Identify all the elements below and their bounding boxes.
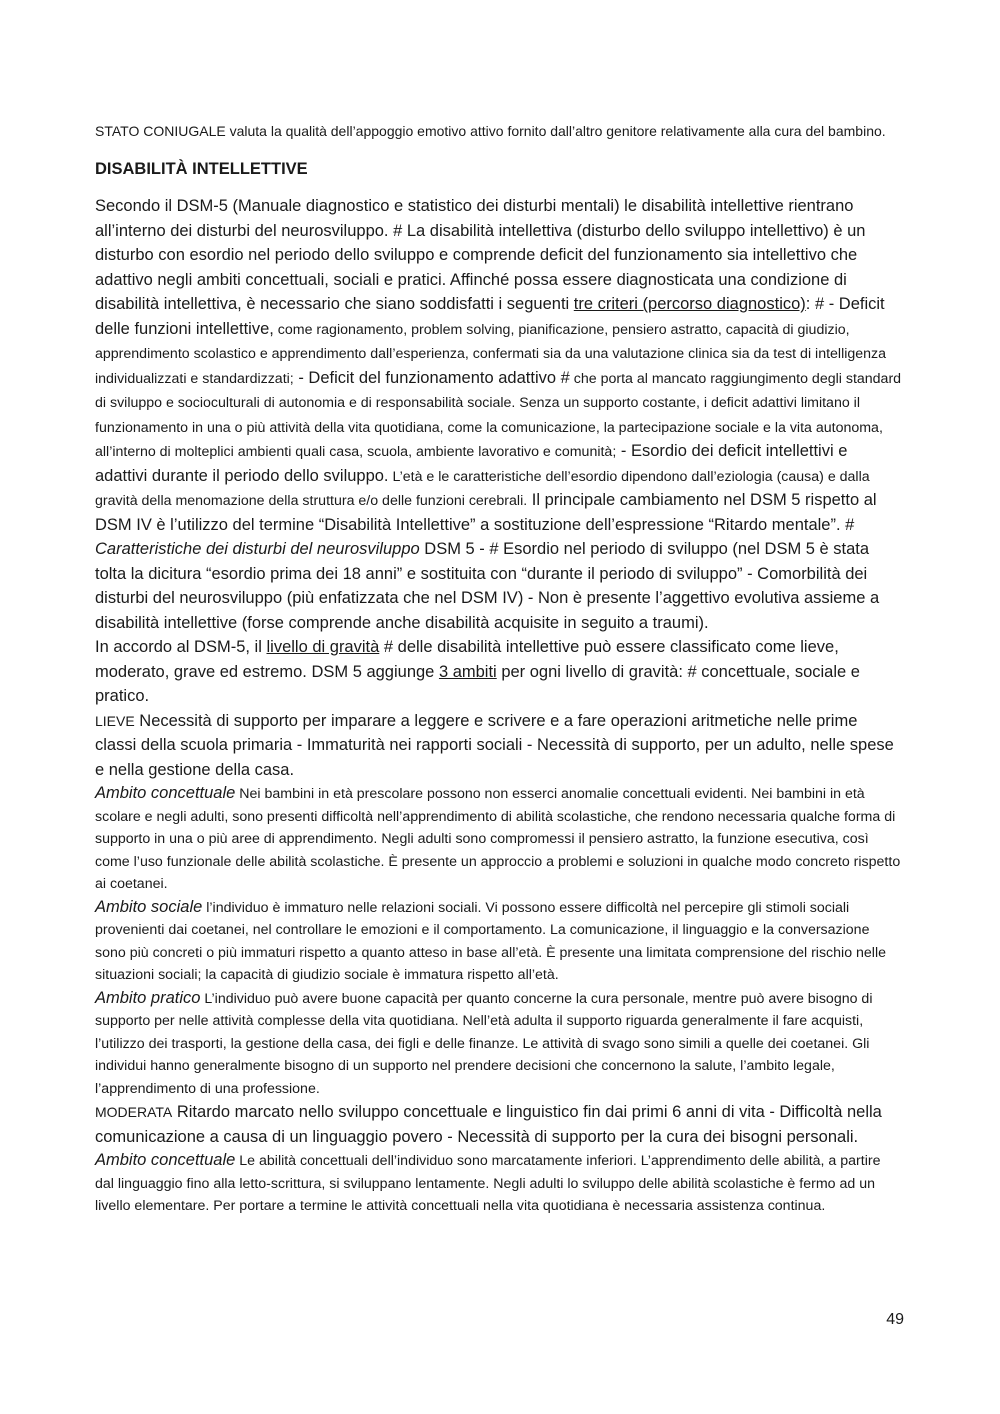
main-s10: DSM 5 - # Esordio nel periodo di sviluppo (nel DSM 5 è stata tolta la dicitura “esordio prima dei 18 anni” e sostituita con “durante il periodo di sviluppo” - Comorbilità dei disturbi del neurosviluppo (più enfatizzata che nel DSM IV) - Non è presente l’aggettivo evolutiva assieme a disabilità intellettive (forse comprende anche disabilità acquisite in seguito a traumi). [95,540,880,632]
main-s11: In accordo al DSM-5, il [95,638,267,656]
moderata-concettuale [95,1149,903,1218]
lieve-concettuale-text: Nei bambini in età prescolare possono non esserci anomalie concettuali evidenti. Nei bambini in età scolare e negli adulti, sono presenti difficoltà nell’apprendimento di abilità scolastiche, che rendono necessaria qualche forma di supporto in una o più aree di apprendimento. Negli adulti sono compromessi il pensiero astratto, la funzione esecutiva, così come l’uso funzionale delle abilità scolastiche. È presente un approccio a problemi e soluzioni in qualche modo concreto rispetto ai coetanei. [95,786,901,892]
moderata-paragraph [95,1100,903,1149]
main-s4: - Deficit del funzionamento adattivo # [293,368,570,387]
main-s1: Secondo il DSM-5 (Manuale diagnostico e statistico dei disturbi mentali) le disabilità intellettive rientrano all’interno dei disturbi del neurosviluppo. # La disabilità intellettiva (disturbo dello sviluppo intellettivo) è un disturbo con esordio nel periodo dello sviluppo e comprende deficit del funzionamento sia intellettivo che adattivo negli ambiti concettuali, sociali e pratici. Affinché possa essere diagnosticata una condizione di disabilità intellettiva, è necessario che siano soddisfatti i seguenti [95,197,866,313]
page-number: 49 [886,1311,904,1328]
lieve-sociale [95,896,903,987]
moderata-label: MODERATA [95,1104,173,1120]
main-s2: : # - Deficit delle funzioni intellettive, [95,295,885,338]
severity-link[interactable]: livello di gravità [266,638,380,656]
lieve-concettuale [95,782,903,896]
lieve-paragraph [95,709,903,783]
lieve-pratico-text: L’individuo può avere buone capacità per quanto concerne la cura personale, mentre può avere bisogno di supporto per nelle attività complesse della vita quotidiana. Nell’età adulta il supporto riguarda generalmente il fare acquisti, l’utilizzo dei trasporti, la gestione della casa, dei figli e delle finanze. Le attività di svago sono simili a quelle dei coetanei. Gli individui hanno generalmente bisogno di un supporto nel prendere decisioni che concernono la salute, l’ambito legale, l’apprendimento di una professione. [95,990,873,1097]
ambits-link[interactable]: 3 ambiti [438,662,497,681]
lieve-sociale-label: Ambito sociale [95,897,203,916]
criteria-link[interactable]: tre criteri (percorso diagnostico) [573,295,806,313]
intro-lead: STATO CONIUGALE [95,123,226,139]
main-s12: # delle disabilità intellettive può essere classificato come lieve, moderato, grave ed estremo. DSM 5 aggiunge [95,638,839,681]
intro-text: valuta la qualità dell’appoggio emotivo attivo fornito dall’altro genitore relativamente alla cura del bambino. [225,123,886,139]
main-paragraph [95,194,903,709]
main-s5: che porta al mancato raggiungimento degli standard di sviluppo e socioculturali di autonomia e di responsabilità sociale. Senza un supporto costante, i deficit adattivi limitano il funzionamento in una o più attività della vita quotidiana, come la comunicazione, la partecipazione sociale e la vita autonoma, all’interno di molteplici ambienti quali casa, scuola, ambiente lavorativo e comunità; [95,370,902,460]
main-s9: Caratteristiche dei disturbi del neurosviluppo [95,540,420,558]
intro-paragraph [95,120,903,142]
lieve-pratico-label: Ambito pratico [95,988,201,1007]
lieve-sociale-text: l’individuo è immaturo nelle relazioni sociali. Vi possono essere difficoltà nel percepire gli stimoli sociali provenienti dai coetanei, nel controllare le emozioni e il comportamento. La comunicazione, il linguaggio e la conversazione sono più concreti o più immaturi rispetto a quanto atteso in base all’età. È presente una limitata comprensione del rischio nelle situazioni sociali; la capacità di giudizio sociale è immatura rispetto all’età. [95,899,887,983]
main-s6: - Esordio dei deficit intellettivi e adattivi durante il periodo dello sviluppo. [95,442,848,485]
lieve-concettuale-label: Ambito concettuale [95,784,236,802]
moderata-text: Ritardo marcato nello sviluppo concettuale e linguistico fin dai primi 6 anni di vita - Difficoltà nella comunicazione a causa di un linguaggio povero - Necessità di supporto per la cura dei bisogni personali. [95,1103,882,1146]
main-s7: L’età e le caratteristiche dell’esordio dipendono dall’eziologia (causa) e dalla gravità della menomazione della struttura e/o delle funzioni cerebrali. [95,468,870,509]
main-s3: come ragionamento, problem solving, pianificazione, pensiero astratto, capacità di giudizio, apprendimento scolastico e apprendimento dall’esperienza, confermati sia da una valutazione clinica sia da test di intelligenza individualizzati e standardizzati; [95,321,887,387]
lieve-label: LIEVE [95,712,135,729]
lieve-text: Necessità di supporto per imparare a leggere e scrivere e a fare operazioni aritmetiche nelle prime classi della scuola primaria - Immaturità nei rapporti sociali - Necessità di supporto, per un adulto, nelle spese e nella gestione della casa. [95,711,894,779]
document-page [95,120,903,1218]
moderata-concettuale-text: Le abilità concettuali dell’individuo sono marcatamente inferiori. L’apprendimento delle abilità, a partire dal linguaggio fino alla letto-scrittura, si sviluppano lentamente. Negli adulti lo sviluppo delle abilità scolastiche è fermo ad un livello elementare. Per portare a termine le attività concettuali nella vita quotidiana è necessaria assistenza continua. [95,1153,881,1214]
moderata-concettuale-label: Ambito concettuale [95,1151,236,1169]
main-s8: Il principale cambiamento nel DSM 5 rispetto al DSM IV è l’utilizzo del termine “Disabilità Intellettive” a sostituzione dell’espressione “Ritardo mentale”. # [95,491,877,534]
lieve-pratico [95,987,903,1101]
main-s13: per ogni livello di gravità: # concettuale, sociale e pratico. [95,662,860,705]
section-heading: DISABILITÀ INTELLETTIVE [95,160,308,178]
